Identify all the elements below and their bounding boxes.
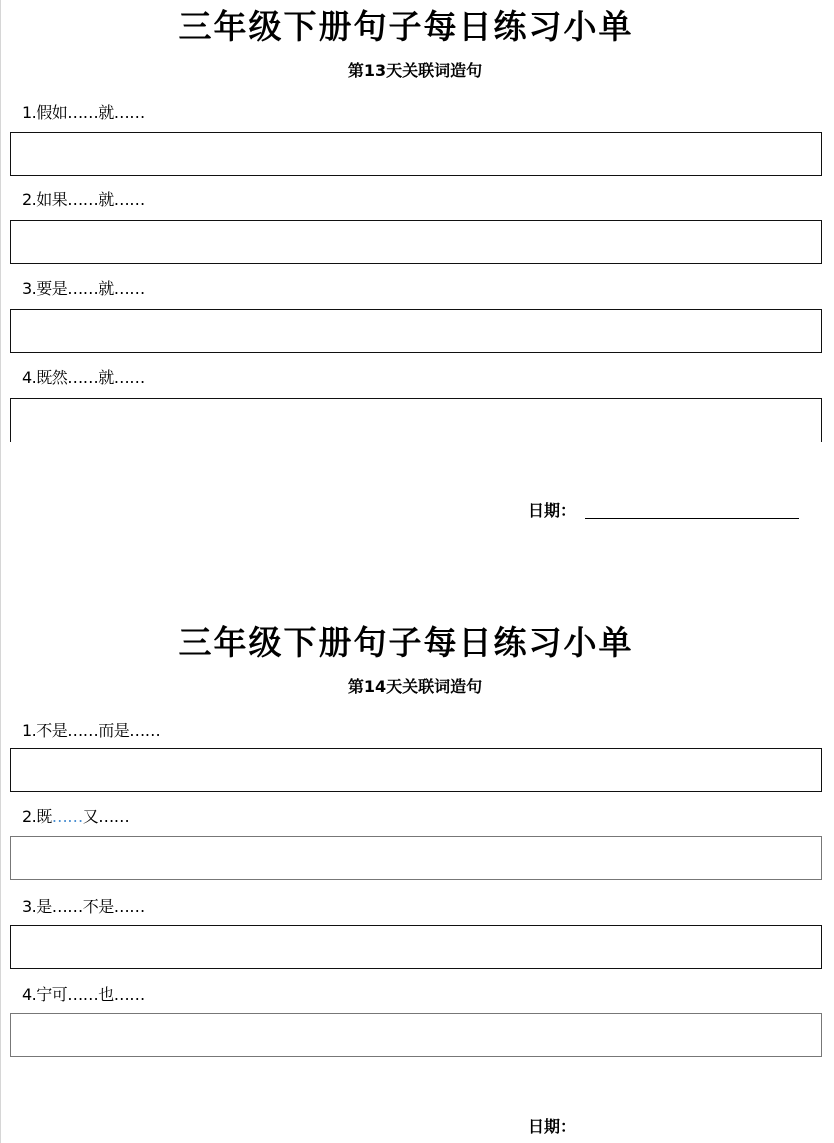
answer-box-3[interactable] xyxy=(10,309,822,353)
page-left-edge xyxy=(0,0,1,1143)
answer-box-3[interactable] xyxy=(10,925,822,969)
date-fill-line[interactable] xyxy=(585,518,799,519)
answer-box-2[interactable] xyxy=(10,836,822,880)
question-1-label: 1.假如……就…… xyxy=(22,103,145,122)
worksheet-title: 三年级下册句子每日练习小单 xyxy=(178,7,634,46)
worksheet-subtitle: 第14天关联词造句 xyxy=(347,677,483,696)
question-2-label: 2.既……又…… xyxy=(22,807,130,826)
question-2-label: 2.如果……就…… xyxy=(22,190,145,209)
question-1-label: 1.不是……而是…… xyxy=(22,721,161,740)
question-3-label: 3.要是……就…… xyxy=(22,279,145,298)
answer-box-4[interactable] xyxy=(10,398,822,442)
question-4-label: 4.宁可……也…… xyxy=(22,985,145,1004)
worksheet-title: 三年级下册句子每日练习小单 xyxy=(178,623,634,662)
date-label: 日期： xyxy=(528,501,577,520)
question-3-label: 3.是……不是…… xyxy=(22,897,145,916)
answer-box-1[interactable] xyxy=(10,748,822,792)
question-4-label: 4.既然……就…… xyxy=(22,368,145,387)
date-label: 日期： xyxy=(528,1117,577,1136)
answer-box-1[interactable] xyxy=(10,132,822,176)
answer-box-4[interactable] xyxy=(10,1013,822,1057)
worksheet-subtitle: 第13天关联词造句 xyxy=(347,61,483,80)
answer-box-2[interactable] xyxy=(10,220,822,264)
